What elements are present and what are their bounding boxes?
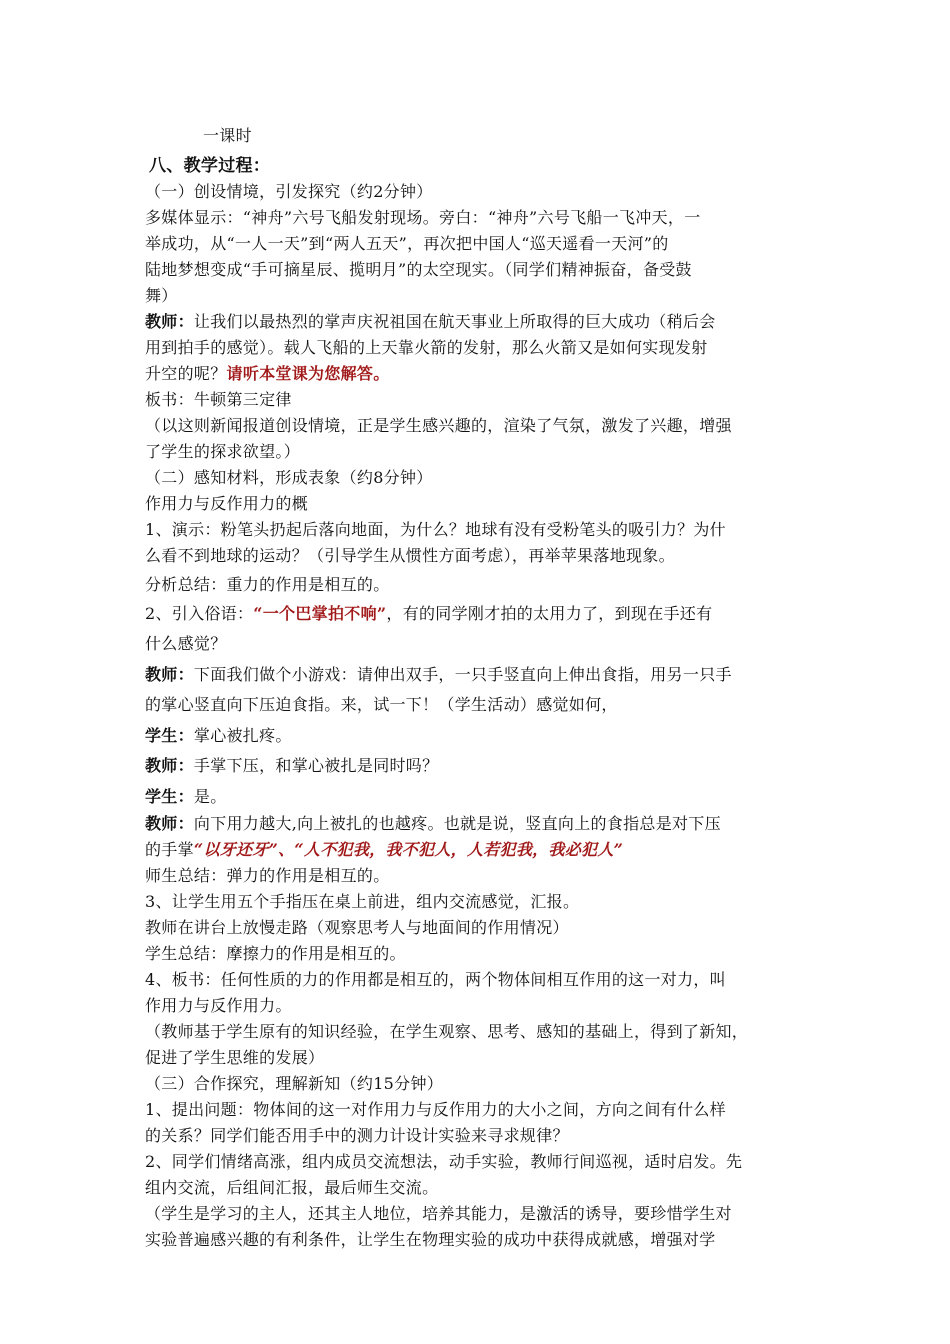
paragraph-line: 学生总结：摩擦力的作用是相互的。 (145, 944, 406, 963)
teacher-line (145, 312, 716, 332)
paragraph-line: （教师基于学生原有的知识经验，在学生观察、思考、感知的基础上，得到了新知， (145, 1022, 749, 1041)
paragraph-line: 1、演示：粉笔头扔起后落向地面，为什么？地球有没有受粉笔头的吸引力？为什 (145, 520, 726, 539)
paragraph-line: 2、同学们情绪高涨，组内成员交流想法，动手实验，教师行间巡视，适时启发。先 (145, 1152, 743, 1171)
paragraph-line (145, 364, 390, 384)
paragraph-line: 作用力与反作用力。 (145, 996, 292, 1015)
line-text: 下面我们做个小游戏：请伸出双手，一只手竖直向上伸出食指，用另一只手 (193, 665, 732, 684)
student-line (145, 787, 227, 807)
paragraph-line: 的关系？同学们能否用手中的测力计设计实验来寻求规律？ (145, 1126, 569, 1145)
section-heading: 八、教学过程： (149, 156, 271, 176)
speaker-label: 教师： (145, 665, 194, 684)
line-text: 向下用力越大,向上被扎的也越疼。也就是说，竖直向上的食指总是对下压 (193, 814, 721, 833)
speaker-label: 教师： (145, 312, 194, 331)
speaker-label: 教师： (145, 814, 194, 833)
line-text: 是。 (193, 787, 227, 806)
subsection-heading-3: （三）合作探究，理解新知（约15分钟） (145, 1074, 444, 1093)
emphasis-text: “以牙还牙”、“人不犯我，我不犯人，人若犯我，我必犯人” (193, 840, 624, 859)
paragraph-line: 4、板书：任何性质的力的作用都是相互的，两个物体间相互作用的这一对力，叫 (145, 970, 726, 989)
student-line (145, 726, 292, 746)
paragraph-line: （以这则新闻报道创设情境，正是学生感兴趣的，渲染了气氛，激发了兴趣，增强 (145, 416, 732, 435)
emphasis-text: “一个巴掌拍不响” (253, 604, 387, 623)
paragraph-line: 组内交流，后组间汇报，最后师生交流。 (145, 1178, 439, 1197)
paragraph-line: 了学生的探求欲望。） (145, 442, 301, 461)
blackboard-line: 板书：牛顿第三定律 (145, 390, 292, 409)
paragraph-line: 实验普遍感兴趣的有利条件，让学生在物理实验的成功中获得成就感，增强对学 (145, 1230, 716, 1249)
paragraph-line: 作用力与反作用力的概 (145, 494, 309, 513)
emphasis-text: 请听本堂课为您解答。 (226, 364, 390, 383)
paragraph-line: 3、让学生用五个手指压在桌上前进，组内交流感觉，汇报。 (145, 892, 580, 911)
paragraph-line: 举成功，从“一人一天”到“两人五天”，再次把中国人“巡天遥看一天河”的 (145, 234, 669, 253)
teacher-line (145, 814, 721, 834)
line-text: 掌心被扎疼。 (193, 726, 292, 745)
line-text: 的手掌 (145, 840, 194, 859)
paragraph-line: 教师在讲台上放慢走路（观察思考人与地面间的作用情况） (145, 918, 569, 937)
header-fragment: 一课时 (203, 126, 252, 145)
paragraph-line: 陆地梦想变成“手可摘星辰、揽明月”的太空现实。（同学们精神振奋，备受鼓 (145, 260, 692, 279)
paragraph-line: 师生总结：弹力的作用是相互的。 (145, 866, 390, 885)
speaker-label: 学生： (145, 726, 194, 745)
paragraph-line: 什么感觉？ (145, 634, 227, 653)
paragraph-line: 么看不到地球的运动？（引导学生从惯性方面考虑），再举苹果落地现象。 (145, 546, 675, 565)
paragraph-line: （学生是学习的主人，还其主人地位，培养其能力，是激活的诱导，要珍惜学生对 (145, 1204, 732, 1223)
paragraph-line: 舞） (145, 286, 178, 305)
speaker-label: 教师： (145, 756, 194, 775)
paragraph-line: 多媒体显示：“神舟”六号飞船发射现场。旁白：“神舟”六号飞船一飞冲天，一 (145, 208, 701, 227)
paragraph-line: 分析总结：重力的作用是相互的。 (145, 575, 390, 594)
subsection-heading-1: （一）创设情境，引发探究（约2分钟） (145, 182, 433, 201)
teacher-line (145, 756, 438, 776)
paragraph-line (145, 604, 712, 624)
paragraph-line: 促进了学生思维的发展） (145, 1048, 325, 1067)
paragraph-line: 的掌心竖直向下压迫食指。来，试一下！（学生活动）感觉如何， (145, 695, 618, 714)
paragraph-line: 用到拍手的感觉）。载人飞船的上天靠火箭的发射，那么火箭又是如何实现发射 (145, 338, 708, 357)
speaker-label: 学生： (145, 787, 194, 806)
line-text: ，有的同学刚才拍的太用力了，到现在手还有 (386, 604, 713, 623)
line-text: 2、引入俗语： (145, 604, 254, 623)
teacher-line (145, 665, 732, 685)
paragraph-line: 1、提出问题：物体间的这一对作用力与反作用力的大小之间，方向之间有什么样 (145, 1100, 726, 1119)
subsection-heading-2: （二）感知材料，形成表象（约8分钟） (145, 468, 433, 487)
line-text: 手掌下压，和掌心被扎是同时吗？ (193, 756, 439, 775)
line-text: 让我们以最热烈的掌声庆祝祖国在航天事业上所取得的巨大成功（稍后会 (193, 312, 716, 331)
paragraph-line (145, 840, 623, 860)
line-text: 升空的呢？ (145, 364, 227, 383)
